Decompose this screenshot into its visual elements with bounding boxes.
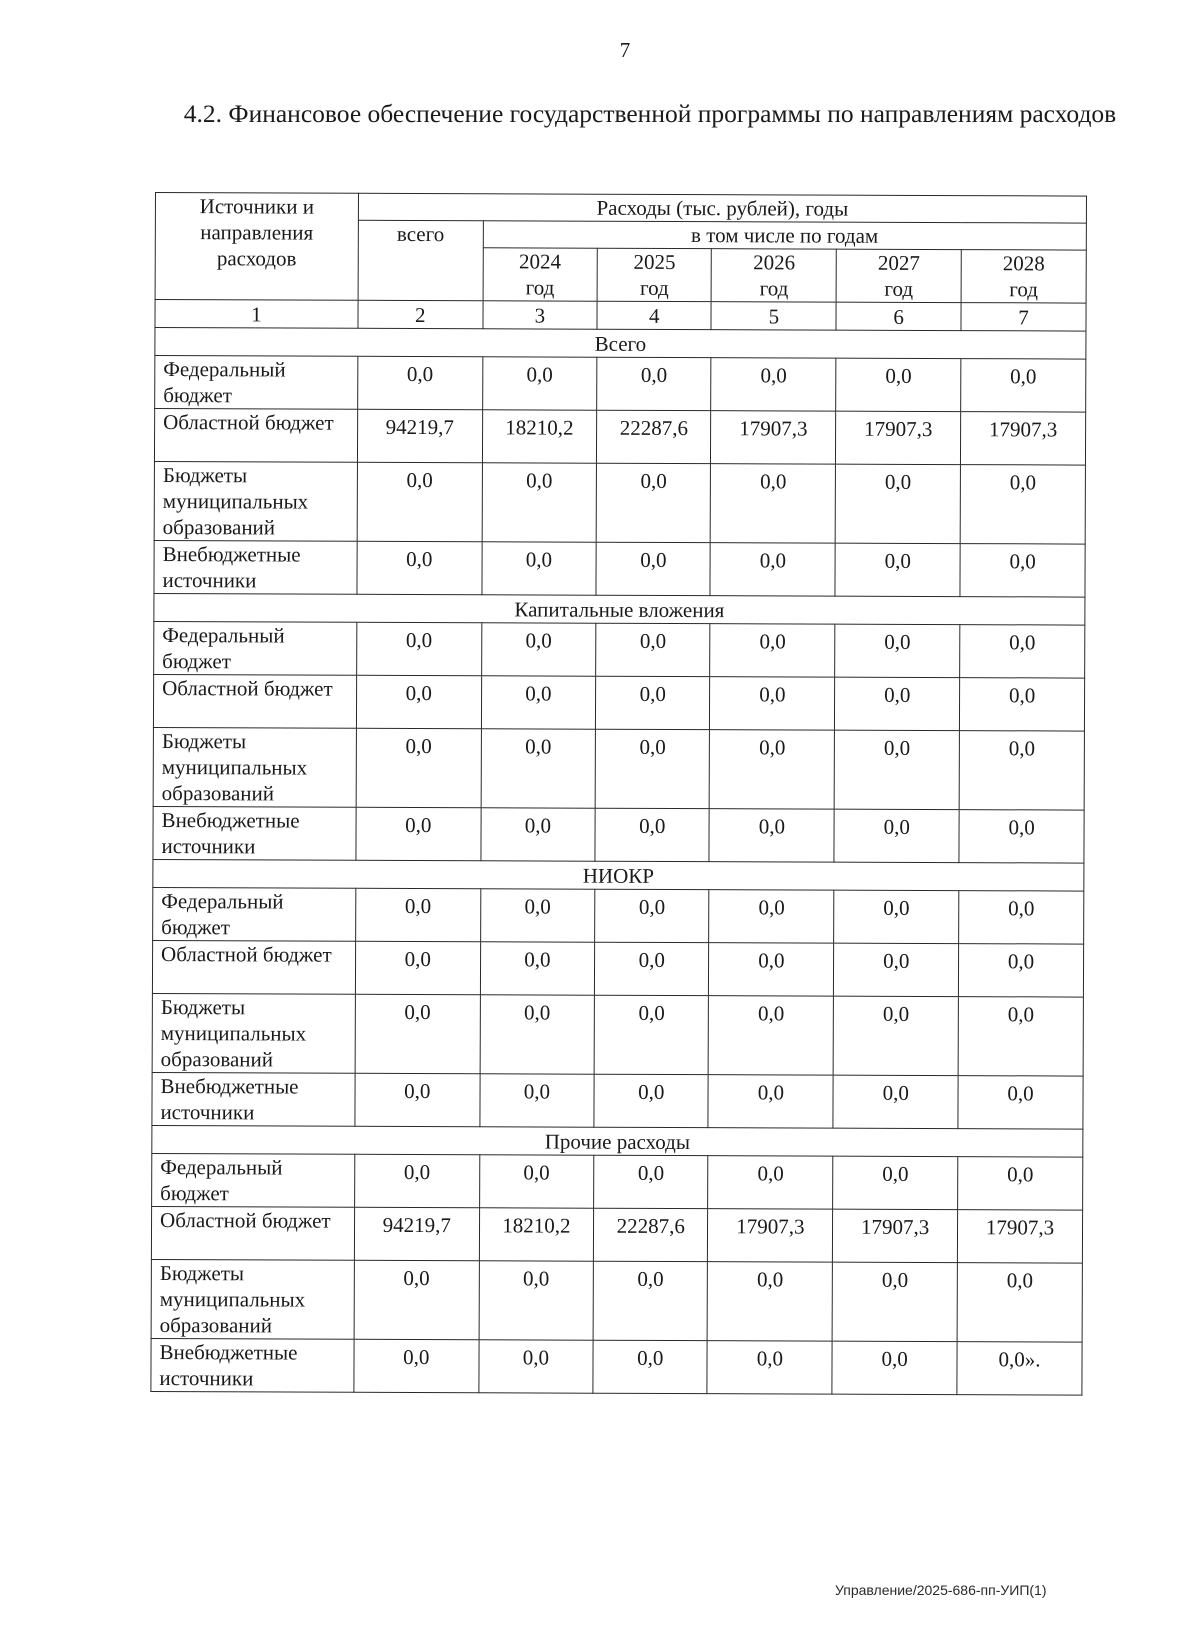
cell-value: 0,0 — [710, 624, 835, 677]
table-row — [152, 1153, 1083, 1210]
cell-value: 0,0 — [835, 464, 960, 543]
cell-value: 0,0 — [356, 675, 481, 728]
cell-value: 0,0 — [479, 1340, 594, 1393]
table-body — [151, 328, 1086, 1396]
column-number: 4 — [597, 301, 712, 329]
cell-value: 0,0 — [709, 996, 834, 1075]
section-title: Всего — [155, 328, 1086, 360]
cell-value: 0,0 — [961, 359, 1086, 412]
table-row — [151, 1338, 1082, 1395]
cell-value: 0,0 — [710, 543, 835, 596]
cell-value: 0,0 — [835, 543, 960, 596]
cell-value: 0,0 — [960, 678, 1085, 731]
cell-value: 18210,2 — [482, 410, 597, 463]
cell-value: 0,0 — [481, 623, 596, 676]
cell-value: 0,0 — [595, 808, 710, 861]
cell-value: 17907,3 — [961, 412, 1086, 465]
cell-value: 0,0 — [479, 1261, 594, 1340]
cell-value: 0,0 — [481, 676, 596, 729]
row-label: Бюджеты муниципальных образований — [151, 1259, 354, 1339]
section-title: Прочие расходы — [152, 1125, 1083, 1157]
section-heading-row — [153, 859, 1084, 891]
cell-value: 0,0 — [480, 942, 595, 995]
cell-value: 0,0 — [835, 624, 960, 677]
cell-value: 0,0 — [355, 994, 480, 1073]
column-number-row — [155, 300, 1086, 332]
table-row — [154, 540, 1085, 597]
cell-value: 17907,3 — [708, 1209, 833, 1262]
header-year-2024: 2024 год — [483, 248, 598, 301]
cell-value: 0,0 — [354, 1339, 479, 1392]
cell-value: 0,0 — [482, 463, 597, 542]
header-year-2026: 2026 год — [712, 249, 837, 302]
cell-value: 0,0 — [480, 1074, 595, 1127]
cell-value: 0,0 — [834, 809, 959, 862]
column-number: 6 — [836, 302, 961, 330]
cell-value: 0,0 — [357, 462, 482, 541]
cell-value: 0,0 — [596, 542, 711, 595]
table-row — [152, 1072, 1083, 1129]
column-number: 5 — [711, 302, 836, 330]
cell-value: 0,0 — [480, 889, 595, 942]
page-title: 4.2. Финансовое обеспечение государственной программы по направлениям расходов — [183, 99, 1117, 128]
row-label: Внебюджетные источники — [153, 806, 356, 860]
cell-value: 0,0 — [957, 1263, 1082, 1342]
cell-value: 0,0 — [709, 809, 834, 862]
table-row — [153, 674, 1084, 731]
cell-value: 0,0 — [958, 944, 1083, 997]
table-row — [151, 1206, 1082, 1263]
row-label: Внебюджетные источники — [154, 540, 357, 594]
cell-value: 0,0 — [708, 1075, 833, 1128]
cell-value: 0,0 — [596, 623, 711, 676]
cell-value: 0,0 — [960, 625, 1085, 678]
cell-value: 0,0 — [708, 1262, 833, 1341]
cell-value: 0,0». — [957, 1342, 1082, 1395]
cell-value: 0,0 — [356, 807, 481, 860]
cell-value: 0,0 — [834, 890, 959, 943]
header-year-2025: 2025 год — [597, 248, 712, 301]
cell-value: 0,0 — [959, 810, 1084, 863]
cell-value: 0,0 — [710, 677, 835, 730]
row-label: Областной бюджет — [151, 1206, 354, 1260]
table-row — [153, 806, 1084, 863]
cell-value: 0,0 — [707, 1341, 832, 1394]
cell-value: 0,0 — [480, 995, 595, 1074]
cell-value: 0,0 — [833, 996, 958, 1075]
cell-value: 0,0 — [355, 1073, 480, 1126]
header-year-2027: 2027 год — [836, 249, 961, 302]
cell-value: 0,0 — [356, 622, 481, 675]
document-reference: Управление/2025-686-пп-УИП(1) — [835, 1582, 1047, 1598]
column-number: 1 — [155, 300, 358, 329]
table-row — [151, 1259, 1082, 1342]
cell-value: 0,0 — [708, 1156, 833, 1209]
cell-value: 0,0 — [832, 1341, 957, 1394]
table-row — [155, 356, 1086, 413]
cell-value: 0,0 — [711, 464, 836, 543]
row-label: Бюджеты муниципальных образований — [153, 727, 356, 807]
cell-value: 0,0 — [596, 463, 711, 542]
header-total: всего — [358, 220, 483, 300]
column-number: 7 — [961, 303, 1086, 331]
row-label: Федеральный бюджет — [154, 621, 357, 675]
cell-value: 0,0 — [835, 677, 960, 730]
cell-value: 94219,7 — [354, 1207, 479, 1260]
row-label: Бюджеты муниципальных образований — [154, 461, 357, 541]
cell-value: 22287,6 — [597, 410, 712, 463]
row-label: Внебюджетные источники — [152, 1072, 355, 1126]
section-heading-row — [155, 328, 1086, 360]
cell-value: 17907,3 — [957, 1210, 1082, 1263]
cell-value: 0,0 — [597, 357, 712, 410]
cell-value: 0,0 — [710, 730, 835, 809]
cell-value: 0,0 — [481, 729, 596, 808]
cell-value: 0,0 — [595, 676, 710, 729]
column-number: 2 — [358, 300, 483, 328]
cell-value: 0,0 — [834, 730, 959, 809]
cell-value: 0,0 — [709, 943, 834, 996]
cell-value: 0,0 — [959, 731, 1084, 810]
cell-value: 0,0 — [595, 889, 710, 942]
cell-value: 0,0 — [479, 1155, 594, 1208]
cell-value: 0,0 — [711, 358, 836, 411]
cell-value: 17907,3 — [833, 1209, 958, 1262]
cell-value: 0,0 — [958, 1157, 1083, 1210]
section-heading-row — [154, 593, 1085, 625]
cell-value: 17907,3 — [836, 411, 961, 464]
row-label: Областной бюджет — [154, 409, 357, 463]
column-number: 3 — [483, 301, 598, 329]
cell-value: 0,0 — [481, 808, 596, 861]
cell-value: 0,0 — [593, 1261, 708, 1340]
header-including-by-years: в том числе по годам — [483, 221, 1086, 250]
cell-value: 22287,6 — [593, 1208, 708, 1261]
cell-value: 0,0 — [594, 942, 709, 995]
header-year-2028: 2028 год — [961, 250, 1086, 303]
page-number: 7 — [619, 38, 631, 62]
cell-value: 0,0 — [960, 544, 1085, 597]
section-title: НИОКР — [153, 859, 1084, 891]
header-expenses: Расходы (тыс. рублей), годы — [358, 193, 1086, 223]
cell-value: 0,0 — [594, 1074, 709, 1127]
cell-value: 0,0 — [959, 891, 1084, 944]
cell-value: 0,0 — [356, 728, 481, 807]
cell-value: 0,0 — [595, 729, 710, 808]
cell-value: 0,0 — [834, 943, 959, 996]
table-row — [152, 993, 1083, 1076]
cell-value: 0,0 — [833, 1156, 958, 1209]
cell-value: 17907,3 — [711, 411, 836, 464]
cell-value: 0,0 — [357, 356, 482, 409]
cell-value: 0,0 — [482, 542, 597, 595]
row-label: Федеральный бюджет — [152, 1153, 355, 1207]
table-row — [154, 409, 1085, 466]
cell-value: 0,0 — [594, 1155, 709, 1208]
cell-value: 0,0 — [482, 357, 597, 410]
table-row — [153, 727, 1084, 810]
financing-table — [150, 192, 1087, 1396]
cell-value: 0,0 — [354, 1154, 479, 1207]
cell-value: 0,0 — [594, 995, 709, 1074]
cell-value: 94219,7 — [357, 409, 482, 462]
row-label: Бюджеты муниципальных образований — [152, 993, 355, 1073]
row-label: Федеральный бюджет — [155, 356, 358, 410]
cell-value: 0,0 — [355, 888, 480, 941]
cell-value: 0,0 — [354, 1260, 479, 1339]
cell-value: 18210,2 — [479, 1208, 594, 1261]
cell-value: 0,0 — [593, 1340, 708, 1393]
cell-value: 0,0 — [958, 997, 1083, 1076]
cell-value: 0,0 — [709, 890, 834, 943]
cell-value: 0,0 — [960, 465, 1085, 544]
table-row — [153, 887, 1084, 944]
section-heading-row — [152, 1125, 1083, 1157]
row-label: Федеральный бюджет — [153, 887, 356, 941]
cell-value: 0,0 — [833, 1075, 958, 1128]
row-label: Внебюджетные источники — [151, 1338, 354, 1392]
cell-value: 0,0 — [357, 541, 482, 594]
table-row — [154, 621, 1085, 678]
cell-value: 0,0 — [832, 1262, 957, 1341]
row-label: Областной бюджет — [152, 940, 355, 994]
header-source-column: Источники и направления расходов — [155, 193, 358, 301]
cell-value: 0,0 — [836, 358, 961, 411]
table-row — [152, 940, 1083, 997]
cell-value: 0,0 — [958, 1076, 1083, 1129]
row-label: Областной бюджет — [153, 674, 356, 728]
table-row — [154, 461, 1085, 544]
cell-value: 0,0 — [355, 941, 480, 994]
section-title: Капитальные вложения — [154, 593, 1085, 625]
